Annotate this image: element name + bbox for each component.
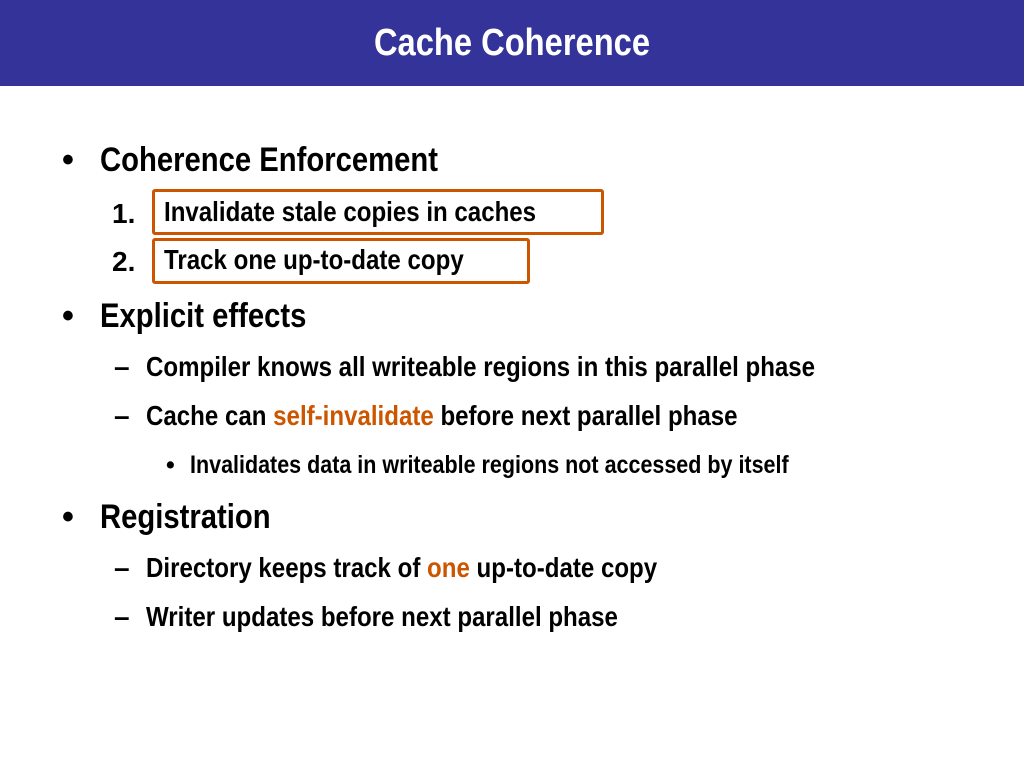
dash-marker: – [114, 351, 130, 382]
title-bar [0, 0, 1024, 86]
sub-item-directory [146, 551, 657, 585]
bullet-coherence-enforcement: Coherence Enforcement [100, 141, 438, 179]
dash-marker: – [114, 552, 130, 583]
numbered-item-invalidate: Invalidate stale copies in caches [164, 196, 537, 227]
sub-sub-item-invalidates-data: Invalidates data in writeable regions not accessed by itself [190, 451, 789, 479]
sub-item-writer: Writer updates before next parallel phase [146, 601, 618, 632]
dash-marker: – [114, 400, 130, 431]
bullet-explicit-effects: Explicit effects [100, 297, 307, 335]
text-segment: Cache can [146, 400, 274, 431]
slide-title: Cache Coherence [373, 22, 651, 64]
bullet-marker: • [62, 498, 74, 536]
text-segment: Directory keeps track of [146, 552, 428, 583]
sub-item-cache-can [146, 399, 738, 433]
highlight-self-invalidate: self-invalidate [273, 400, 434, 431]
number-marker: 1. [112, 198, 136, 229]
text-segment: up-to-date copy [469, 552, 658, 583]
bullet-marker: • [166, 451, 175, 479]
dash-marker: – [114, 601, 130, 632]
number-marker: 2. [112, 246, 136, 277]
sub-item-compiler: Compiler knows all writeable regions in this parallel phase [146, 351, 816, 382]
bullet-registration: Registration [100, 498, 271, 536]
highlight-one: one [427, 552, 470, 583]
bullet-marker: • [62, 297, 74, 335]
text-segment: before next parallel phase [433, 400, 738, 431]
bullet-marker: • [62, 141, 74, 179]
numbered-item-track: Track one up-to-date copy [164, 244, 464, 275]
